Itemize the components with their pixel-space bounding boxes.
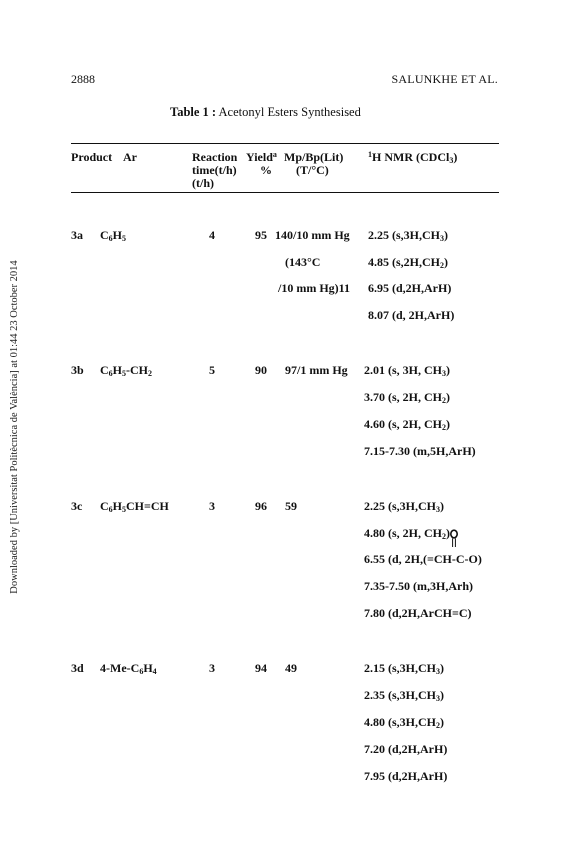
carbonyl-oxygen-icon: [446, 526, 462, 550]
row-3d-time: 3: [209, 661, 215, 675]
row-3d-nmr-3: 4.80 $(s,3H,CH_2)$: [364, 715, 444, 730]
row-3c-nmr-3: 6.55 (d, 2H,(=CH-C-O): [364, 552, 482, 566]
row-3d-mp: 49: [285, 661, 297, 675]
row-3c-yield: 96: [255, 499, 267, 513]
row-3b-product: 3b: [71, 363, 84, 377]
row-3b-time: 5: [209, 363, 215, 377]
row-3b-nmr-1: 2.01 (s, 3H, $CH_3$): [364, 363, 450, 378]
row-3b-nmr-2: 3.70 (s, 2H, $CH_2$): [364, 390, 450, 405]
row-3c-product: 3c: [71, 499, 83, 513]
header-ar: Ar: [123, 150, 137, 164]
row-3a-mp: 140/10 mm Hg: [275, 228, 350, 242]
row-3d-yield: 94: [255, 661, 267, 675]
row-3b-yield: 90: [255, 363, 267, 377]
row-3b-ar: $C_6H_5-CH_2$: [100, 363, 153, 378]
row-3c-nmr-1: 2.25 $(s,3H,CH_3)$: [364, 499, 444, 514]
header-mp-unit: (T/°C): [296, 163, 329, 177]
header-bottom-rule: [71, 192, 499, 193]
row-3b-nmr-4: 7.15-7.30 (m,5H,ArH): [364, 444, 476, 458]
row-3c-nmr-4: 7.35-7.50 (m,3H,Arh): [364, 579, 473, 593]
row-3c-mp: 59: [285, 499, 297, 513]
header-mp: Mp/Bp(Lit): [284, 150, 344, 164]
row-3a-nmr-3: 6.95 (d,2H,ArH): [368, 281, 452, 295]
header-product: Product: [71, 150, 113, 164]
download-watermark: Downloaded by [Universitat Politècnica de València] at 01:44 23 October 2014: [9, 260, 20, 594]
row-3d-nmr-4: 7.20 (d,2H,ArH): [364, 742, 448, 756]
row-3d-nmr-5: 7.95 (d,2H,ArH): [364, 769, 448, 783]
row-3a-nmr-1: 2.25 $(s,3H,CH_3)$: [368, 228, 448, 243]
row-3b-nmr-3: 4.60 (s, 2H, $CH_2$): [364, 417, 450, 432]
row-3a-product: 3a: [71, 228, 83, 242]
row-3a-ar: $C_6H_5$: [100, 228, 127, 243]
header-reaction-unit: (t/h): [192, 176, 214, 190]
row-3a-mp-lit: (143°C: [285, 255, 321, 269]
row-3c-time: 3: [209, 499, 215, 513]
running-head: SALUNKHE ET AL.: [391, 72, 498, 86]
page-number: 2888: [71, 72, 95, 86]
row-3c-ar: $C_6H_5CH=CH$: [100, 499, 169, 514]
row-3a-yield: 95: [255, 228, 267, 242]
row-3a-nmr-4: 8.07 (d, 2H,ArH): [368, 308, 455, 322]
row-3d-ar: $4-Me-C_6H_4$: [100, 661, 157, 676]
header-yield: Yield$^a$: [246, 150, 277, 164]
row-3d-product: 3d: [71, 661, 84, 675]
header-nmr: $^1$H NMR (CDCl$_3$): [368, 150, 458, 165]
row-3d-nmr-2: 2.35 $(s,3H,CH_3)$: [364, 688, 444, 703]
table-top-rule: [71, 143, 499, 144]
row-3d-nmr-1: 2.15 $(s,3H,CH_3)$: [364, 661, 444, 676]
table-title: [170, 105, 361, 120]
header-reaction-time: time(t/h): [192, 163, 237, 177]
row-3a-mp-lit-2: /10 mm Hg)11: [278, 281, 350, 295]
row-3c-nmr-2: 4.80 (s, 2H, $CH_2$): [364, 526, 450, 541]
row-3a-time: 4: [209, 228, 215, 242]
header-reaction: Reaction: [192, 150, 238, 164]
table-label: Table 1 :: [170, 105, 217, 119]
row-3b-mp: 97/1 mm Hg: [285, 363, 348, 377]
row-3c-nmr-5: 7.80 (d,2H,ArCH=C): [364, 606, 472, 620]
row-3a-nmr-2: 4.85 $(s,2H,CH_2)$: [368, 255, 448, 270]
header-yield-unit: %: [260, 163, 272, 177]
table-caption: Acetonyl Esters Synthesised: [218, 105, 361, 119]
